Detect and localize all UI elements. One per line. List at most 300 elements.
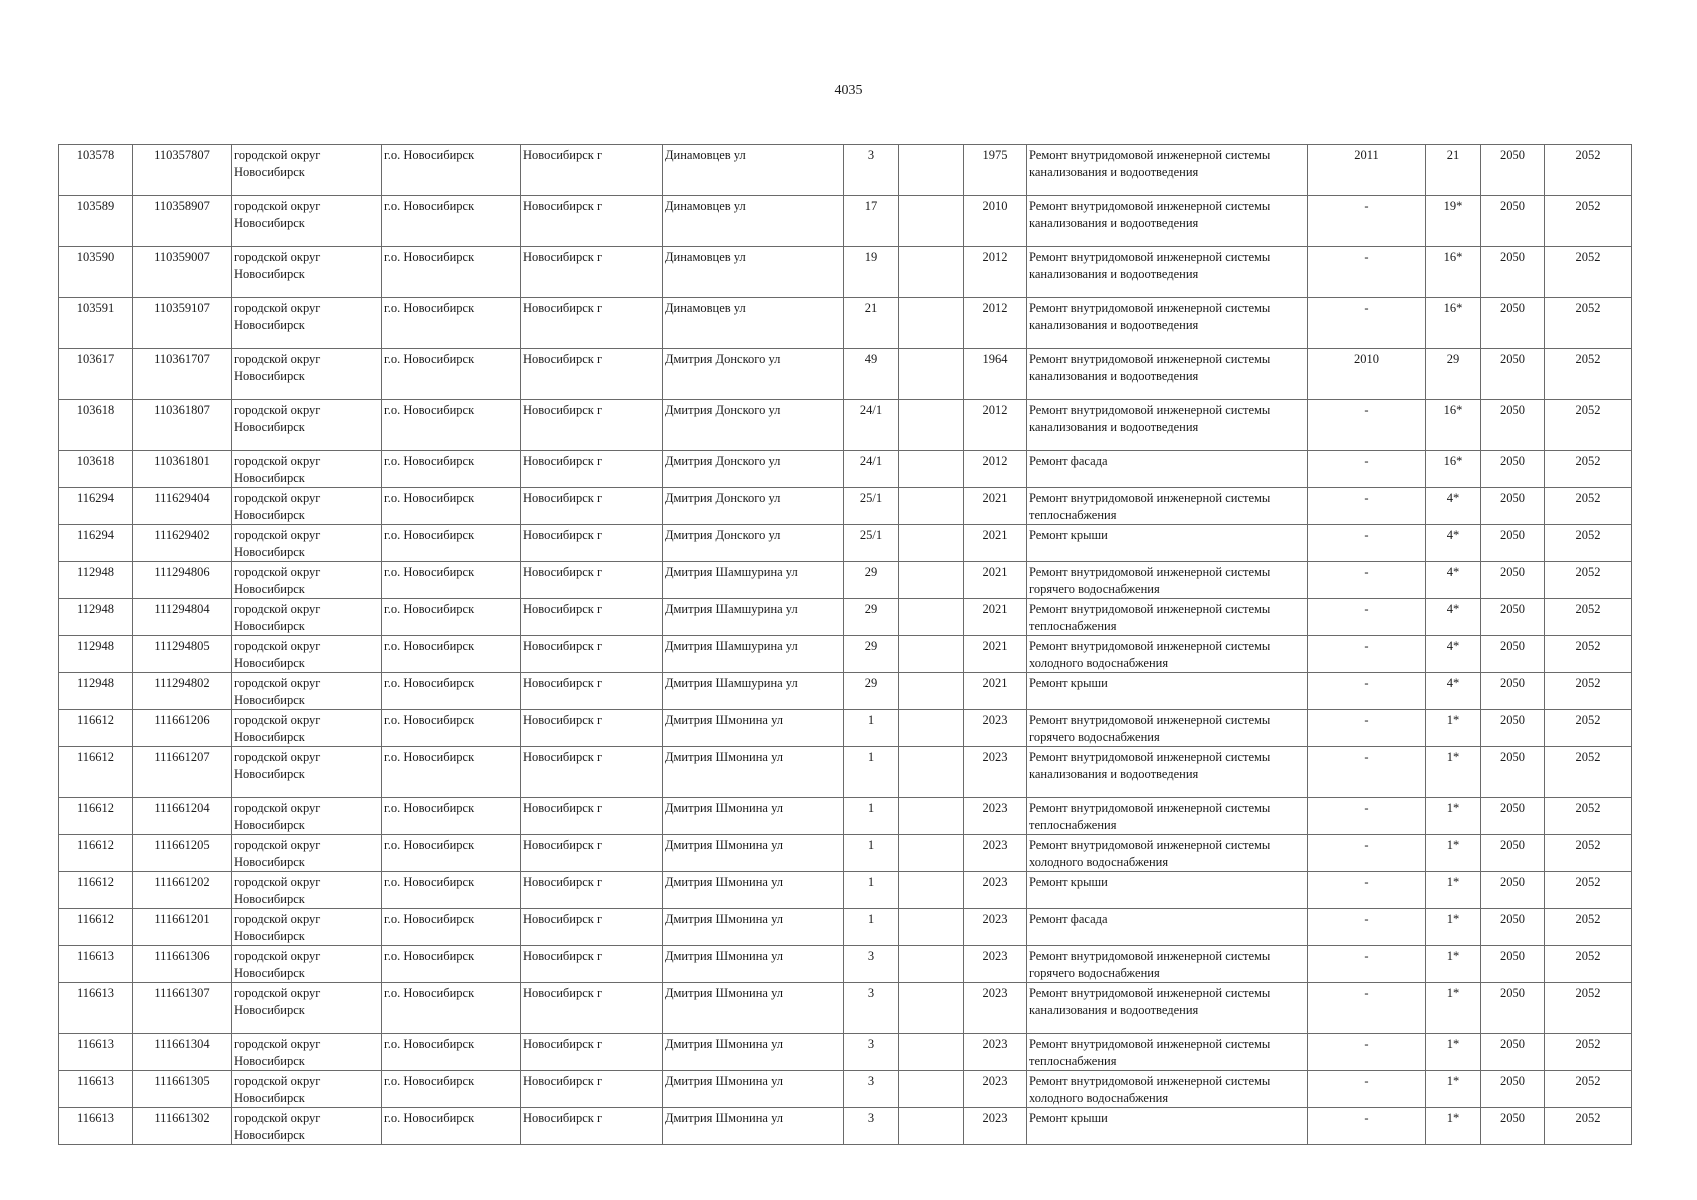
cell-municipality: городской округ Новосибирск xyxy=(232,451,382,488)
cell-house-id: 116613 xyxy=(59,1108,133,1145)
cell-period-start: 2050 xyxy=(1481,798,1545,835)
table-row xyxy=(59,835,1632,872)
cell-last-repair-year: - xyxy=(1308,488,1426,525)
cell-municipality: городской округ Новосибирск xyxy=(232,673,382,710)
cell-municipality: городской округ Новосибирск xyxy=(232,599,382,636)
cell-object-code: 111661306 xyxy=(133,946,232,983)
cell-period-end: 2052 xyxy=(1545,488,1632,525)
cell-house-number: 25/1 xyxy=(844,525,899,562)
cell-building xyxy=(899,562,964,599)
cell-house-id: 116612 xyxy=(59,835,133,872)
cell-locality: Новосибирск г xyxy=(521,451,663,488)
cell-last-repair-year: - xyxy=(1308,835,1426,872)
cell-period-start: 2050 xyxy=(1481,247,1545,298)
cell-district: г.о. Новосибирск xyxy=(382,983,521,1034)
cell-house-number: 1 xyxy=(844,909,899,946)
cell-period-end: 2052 xyxy=(1545,298,1632,349)
cell-service-years: 4* xyxy=(1426,673,1481,710)
cell-build-year: 2023 xyxy=(964,798,1027,835)
table-row xyxy=(59,1108,1632,1145)
cell-period-start: 2050 xyxy=(1481,488,1545,525)
cell-build-year: 2023 xyxy=(964,1108,1027,1145)
cell-building xyxy=(899,1108,964,1145)
cell-street: Дмитрия Шмонина ул xyxy=(663,946,844,983)
cell-locality: Новосибирск г xyxy=(521,145,663,196)
cell-locality: Новосибирск г xyxy=(521,400,663,451)
cell-house-number: 25/1 xyxy=(844,488,899,525)
cell-build-year: 2023 xyxy=(964,1071,1027,1108)
cell-locality: Новосибирск г xyxy=(521,349,663,400)
cell-street: Динамовцев ул xyxy=(663,145,844,196)
cell-house-number: 3 xyxy=(844,145,899,196)
cell-building xyxy=(899,451,964,488)
cell-period-end: 2052 xyxy=(1545,196,1632,247)
cell-house-number: 49 xyxy=(844,349,899,400)
cell-house-number: 29 xyxy=(844,673,899,710)
cell-locality: Новосибирск г xyxy=(521,562,663,599)
cell-work-type: Ремонт крыши xyxy=(1027,1108,1308,1145)
cell-build-year: 2012 xyxy=(964,247,1027,298)
cell-period-end: 2052 xyxy=(1545,909,1632,946)
cell-locality: Новосибирск г xyxy=(521,710,663,747)
cell-street: Дмитрия Шмонина ул xyxy=(663,983,844,1034)
cell-house-id: 112948 xyxy=(59,562,133,599)
page-number: 4035 xyxy=(834,83,863,98)
cell-build-year: 2023 xyxy=(964,1034,1027,1071)
cell-building xyxy=(899,349,964,400)
cell-street: Дмитрия Шмонина ул xyxy=(663,835,844,872)
cell-period-start: 2050 xyxy=(1481,1034,1545,1071)
cell-municipality: городской округ Новосибирск xyxy=(232,710,382,747)
cell-house-id: 116612 xyxy=(59,747,133,798)
cell-building xyxy=(899,298,964,349)
cell-house-number: 19 xyxy=(844,247,899,298)
cell-house-id: 116613 xyxy=(59,1034,133,1071)
cell-locality: Новосибирск г xyxy=(521,909,663,946)
cell-house-number: 3 xyxy=(844,1071,899,1108)
cell-period-start: 2050 xyxy=(1481,525,1545,562)
cell-locality: Новосибирск г xyxy=(521,1034,663,1071)
cell-district: г.о. Новосибирск xyxy=(382,946,521,983)
table-row xyxy=(59,872,1632,909)
cell-house-id: 116612 xyxy=(59,872,133,909)
cell-building xyxy=(899,747,964,798)
table-row xyxy=(59,349,1632,400)
cell-build-year: 2023 xyxy=(964,710,1027,747)
cell-district: г.о. Новосибирск xyxy=(382,298,521,349)
cell-service-years: 19* xyxy=(1426,196,1481,247)
cell-object-code: 110358907 xyxy=(133,196,232,247)
cell-period-end: 2052 xyxy=(1545,946,1632,983)
cell-period-end: 2052 xyxy=(1545,673,1632,710)
cell-period-start: 2050 xyxy=(1481,400,1545,451)
cell-house-id: 116294 xyxy=(59,525,133,562)
cell-period-end: 2052 xyxy=(1545,599,1632,636)
cell-building xyxy=(899,909,964,946)
cell-municipality: городской округ Новосибирск xyxy=(232,349,382,400)
cell-period-start: 2050 xyxy=(1481,909,1545,946)
cell-street: Дмитрия Шамшурина ул xyxy=(663,636,844,673)
cell-last-repair-year: - xyxy=(1308,562,1426,599)
cell-period-start: 2050 xyxy=(1481,298,1545,349)
cell-district: г.о. Новосибирск xyxy=(382,599,521,636)
table-row xyxy=(59,298,1632,349)
cell-district: г.о. Новосибирск xyxy=(382,562,521,599)
cell-house-number: 1 xyxy=(844,835,899,872)
cell-house-id: 112948 xyxy=(59,636,133,673)
cell-house-number: 21 xyxy=(844,298,899,349)
cell-last-repair-year: - xyxy=(1308,1034,1426,1071)
cell-last-repair-year: - xyxy=(1308,525,1426,562)
cell-period-end: 2052 xyxy=(1545,525,1632,562)
cell-work-type: Ремонт внутридомовой инженерной системы канализования и водоотведения xyxy=(1027,247,1308,298)
cell-build-year: 2012 xyxy=(964,298,1027,349)
cell-house-number: 1 xyxy=(844,798,899,835)
cell-period-end: 2052 xyxy=(1545,400,1632,451)
cell-service-years: 4* xyxy=(1426,525,1481,562)
table-row xyxy=(59,909,1632,946)
cell-object-code: 111661304 xyxy=(133,1034,232,1071)
cell-last-repair-year: - xyxy=(1308,710,1426,747)
cell-street: Дмитрия Шмонина ул xyxy=(663,1034,844,1071)
cell-work-type: Ремонт внутридомовой инженерной системы горячего водоснабжения xyxy=(1027,710,1308,747)
cell-last-repair-year: - xyxy=(1308,872,1426,909)
cell-object-code: 110359107 xyxy=(133,298,232,349)
cell-street: Дмитрия Шмонина ул xyxy=(663,710,844,747)
cell-street: Дмитрия Шмонина ул xyxy=(663,798,844,835)
cell-service-years: 16* xyxy=(1426,400,1481,451)
cell-house-number: 3 xyxy=(844,946,899,983)
cell-object-code: 111661204 xyxy=(133,798,232,835)
table-row xyxy=(59,599,1632,636)
cell-street: Динамовцев ул xyxy=(663,247,844,298)
cell-building xyxy=(899,946,964,983)
cell-service-years: 1* xyxy=(1426,1071,1481,1108)
cell-period-end: 2052 xyxy=(1545,247,1632,298)
cell-locality: Новосибирск г xyxy=(521,247,663,298)
table-row xyxy=(59,983,1632,1034)
cell-service-years: 1* xyxy=(1426,710,1481,747)
cell-period-start: 2050 xyxy=(1481,451,1545,488)
table-row xyxy=(59,1034,1632,1071)
cell-district: г.о. Новосибирск xyxy=(382,835,521,872)
cell-service-years: 1* xyxy=(1426,1034,1481,1071)
cell-last-repair-year: - xyxy=(1308,983,1426,1034)
cell-municipality: городской округ Новосибирск xyxy=(232,298,382,349)
cell-last-repair-year: - xyxy=(1308,1071,1426,1108)
cell-street: Дмитрия Донского ул xyxy=(663,400,844,451)
cell-work-type: Ремонт внутридомовой инженерной системы канализования и водоотведения xyxy=(1027,983,1308,1034)
cell-district: г.о. Новосибирск xyxy=(382,673,521,710)
cell-work-type: Ремонт внутридомовой инженерной системы теплоснабжения xyxy=(1027,599,1308,636)
cell-period-start: 2050 xyxy=(1481,946,1545,983)
cell-period-start: 2050 xyxy=(1481,349,1545,400)
cell-build-year: 2023 xyxy=(964,835,1027,872)
cell-build-year: 2023 xyxy=(964,747,1027,798)
cell-service-years: 1* xyxy=(1426,946,1481,983)
cell-service-years: 4* xyxy=(1426,599,1481,636)
cell-work-type: Ремонт внутридомовой инженерной системы горячего водоснабжения xyxy=(1027,946,1308,983)
cell-locality: Новосибирск г xyxy=(521,488,663,525)
cell-locality: Новосибирск г xyxy=(521,872,663,909)
cell-period-start: 2050 xyxy=(1481,872,1545,909)
cell-build-year: 2021 xyxy=(964,488,1027,525)
cell-service-years: 1* xyxy=(1426,983,1481,1034)
cell-service-years: 1* xyxy=(1426,835,1481,872)
cell-house-number: 29 xyxy=(844,636,899,673)
cell-building xyxy=(899,983,964,1034)
cell-municipality: городской округ Новосибирск xyxy=(232,983,382,1034)
cell-work-type: Ремонт фасада xyxy=(1027,909,1308,946)
cell-street: Дмитрия Шмонина ул xyxy=(663,872,844,909)
cell-period-start: 2050 xyxy=(1481,835,1545,872)
cell-build-year: 2023 xyxy=(964,983,1027,1034)
cell-last-repair-year: - xyxy=(1308,946,1426,983)
cell-work-type: Ремонт внутридомовой инженерной системы канализования и водоотведения xyxy=(1027,145,1308,196)
cell-build-year: 2012 xyxy=(964,451,1027,488)
table-row xyxy=(59,451,1632,488)
cell-street: Дмитрия Шамшурина ул xyxy=(663,562,844,599)
cell-service-years: 4* xyxy=(1426,488,1481,525)
cell-work-type: Ремонт внутридомовой инженерной системы горячего водоснабжения xyxy=(1027,562,1308,599)
cell-work-type: Ремонт внутридомовой инженерной системы теплоснабжения xyxy=(1027,1034,1308,1071)
cell-service-years: 1* xyxy=(1426,747,1481,798)
cell-period-end: 2052 xyxy=(1545,1071,1632,1108)
cell-work-type: Ремонт внутридомовой инженерной системы холодного водоснабжения xyxy=(1027,835,1308,872)
table-row xyxy=(59,673,1632,710)
cell-locality: Новосибирск г xyxy=(521,196,663,247)
table-body xyxy=(59,145,1632,1145)
cell-object-code: 110361707 xyxy=(133,349,232,400)
cell-period-start: 2050 xyxy=(1481,710,1545,747)
cell-building xyxy=(899,145,964,196)
cell-service-years: 21 xyxy=(1426,145,1481,196)
cell-municipality: городской округ Новосибирск xyxy=(232,196,382,247)
cell-district: г.о. Новосибирск xyxy=(382,710,521,747)
cell-period-start: 2050 xyxy=(1481,983,1545,1034)
cell-house-number: 24/1 xyxy=(844,400,899,451)
cell-house-number: 29 xyxy=(844,562,899,599)
cell-house-id: 116294 xyxy=(59,488,133,525)
cell-period-start: 2050 xyxy=(1481,1108,1545,1145)
cell-house-id: 103589 xyxy=(59,196,133,247)
cell-municipality: городской округ Новосибирск xyxy=(232,1108,382,1145)
cell-build-year: 2010 xyxy=(964,196,1027,247)
cell-period-end: 2052 xyxy=(1545,872,1632,909)
cell-district: г.о. Новосибирск xyxy=(382,798,521,835)
table-row xyxy=(59,145,1632,196)
cell-period-end: 2052 xyxy=(1545,145,1632,196)
cell-last-repair-year: - xyxy=(1308,196,1426,247)
cell-municipality: городской округ Новосибирск xyxy=(232,247,382,298)
cell-work-type: Ремонт внутридомовой инженерной системы канализования и водоотведения xyxy=(1027,298,1308,349)
cell-period-start: 2050 xyxy=(1481,673,1545,710)
cell-last-repair-year: 2010 xyxy=(1308,349,1426,400)
cell-locality: Новосибирск г xyxy=(521,1108,663,1145)
cell-period-start: 2050 xyxy=(1481,747,1545,798)
cell-last-repair-year: - xyxy=(1308,451,1426,488)
cell-house-number: 3 xyxy=(844,1034,899,1071)
cell-district: г.о. Новосибирск xyxy=(382,1034,521,1071)
cell-house-id: 103578 xyxy=(59,145,133,196)
cell-house-id: 112948 xyxy=(59,673,133,710)
cell-house-id: 116613 xyxy=(59,983,133,1034)
cell-object-code: 111661302 xyxy=(133,1108,232,1145)
cell-district: г.о. Новосибирск xyxy=(382,1071,521,1108)
cell-street: Дмитрия Шмонина ул xyxy=(663,909,844,946)
cell-street: Дмитрия Шамшурина ул xyxy=(663,673,844,710)
cell-district: г.о. Новосибирск xyxy=(382,488,521,525)
cell-building xyxy=(899,636,964,673)
cell-municipality: городской округ Новосибирск xyxy=(232,909,382,946)
cell-service-years: 16* xyxy=(1426,451,1481,488)
cell-house-id: 116612 xyxy=(59,909,133,946)
cell-house-number: 1 xyxy=(844,710,899,747)
cell-service-years: 1* xyxy=(1426,872,1481,909)
cell-period-end: 2052 xyxy=(1545,451,1632,488)
table-row xyxy=(59,1071,1632,1108)
cell-street: Дмитрия Донского ул xyxy=(663,488,844,525)
cell-house-id: 103618 xyxy=(59,400,133,451)
cell-last-repair-year: - xyxy=(1308,599,1426,636)
cell-last-repair-year: - xyxy=(1308,673,1426,710)
table-row xyxy=(59,562,1632,599)
cell-street: Дмитрия Шмонина ул xyxy=(663,747,844,798)
cell-house-id: 116612 xyxy=(59,798,133,835)
cell-object-code: 111661207 xyxy=(133,747,232,798)
cell-object-code: 111661202 xyxy=(133,872,232,909)
cell-district: г.о. Новосибирск xyxy=(382,145,521,196)
cell-last-repair-year: - xyxy=(1308,798,1426,835)
cell-district: г.о. Новосибирск xyxy=(382,525,521,562)
cell-house-number: 3 xyxy=(844,1108,899,1145)
cell-locality: Новосибирск г xyxy=(521,636,663,673)
cell-building xyxy=(899,872,964,909)
cell-locality: Новосибирск г xyxy=(521,525,663,562)
cell-period-end: 2052 xyxy=(1545,798,1632,835)
cell-build-year: 2023 xyxy=(964,909,1027,946)
cell-locality: Новосибирск г xyxy=(521,798,663,835)
table-row xyxy=(59,636,1632,673)
table-row xyxy=(59,488,1632,525)
cell-last-repair-year: - xyxy=(1308,247,1426,298)
cell-build-year: 2023 xyxy=(964,872,1027,909)
cell-house-id: 112948 xyxy=(59,599,133,636)
cell-work-type: Ремонт внутридомовой инженерной системы холодного водоснабжения xyxy=(1027,1071,1308,1108)
cell-period-end: 2052 xyxy=(1545,349,1632,400)
cell-municipality: городской округ Новосибирск xyxy=(232,946,382,983)
cell-house-number: 17 xyxy=(844,196,899,247)
cell-period-end: 2052 xyxy=(1545,710,1632,747)
cell-house-id: 103591 xyxy=(59,298,133,349)
cell-last-repair-year: - xyxy=(1308,400,1426,451)
cell-last-repair-year: - xyxy=(1308,747,1426,798)
cell-work-type: Ремонт внутридомовой инженерной системы холодного водоснабжения xyxy=(1027,636,1308,673)
cell-work-type: Ремонт внутридомовой инженерной системы теплоснабжения xyxy=(1027,798,1308,835)
cell-build-year: 2023 xyxy=(964,946,1027,983)
cell-street: Дмитрия Шамшурина ул xyxy=(663,599,844,636)
cell-house-number: 29 xyxy=(844,599,899,636)
cell-service-years: 4* xyxy=(1426,562,1481,599)
cell-object-code: 111294804 xyxy=(133,599,232,636)
cell-district: г.о. Новосибирск xyxy=(382,247,521,298)
cell-locality: Новосибирск г xyxy=(521,1071,663,1108)
table-row xyxy=(59,798,1632,835)
cell-district: г.о. Новосибирск xyxy=(382,196,521,247)
cell-street: Дмитрия Шмонина ул xyxy=(663,1108,844,1145)
cell-work-type: Ремонт фасада xyxy=(1027,451,1308,488)
cell-municipality: городской округ Новосибирск xyxy=(232,835,382,872)
cell-street: Дмитрия Шмонина ул xyxy=(663,1071,844,1108)
cell-district: г.о. Новосибирск xyxy=(382,400,521,451)
cell-object-code: 111661201 xyxy=(133,909,232,946)
cell-district: г.о. Новосибирск xyxy=(382,349,521,400)
table-row xyxy=(59,525,1632,562)
cell-period-end: 2052 xyxy=(1545,1034,1632,1071)
cell-building xyxy=(899,525,964,562)
cell-service-years: 1* xyxy=(1426,1108,1481,1145)
cell-object-code: 111661307 xyxy=(133,983,232,1034)
cell-work-type: Ремонт внутридомовой инженерной системы теплоснабжения xyxy=(1027,488,1308,525)
cell-object-code: 111661205 xyxy=(133,835,232,872)
cell-building xyxy=(899,400,964,451)
cell-period-start: 2050 xyxy=(1481,599,1545,636)
table-row xyxy=(59,196,1632,247)
cell-object-code: 110361801 xyxy=(133,451,232,488)
cell-municipality: городской округ Новосибирск xyxy=(232,525,382,562)
cell-building xyxy=(899,1034,964,1071)
cell-last-repair-year: - xyxy=(1308,298,1426,349)
cell-municipality: городской округ Новосибирск xyxy=(232,636,382,673)
cell-last-repair-year: - xyxy=(1308,909,1426,946)
cell-object-code: 111629402 xyxy=(133,525,232,562)
cell-house-id: 116613 xyxy=(59,1071,133,1108)
cell-municipality: городской округ Новосибирск xyxy=(232,798,382,835)
cell-building xyxy=(899,1071,964,1108)
table-row xyxy=(59,747,1632,798)
cell-build-year: 1975 xyxy=(964,145,1027,196)
cell-street: Динамовцев ул xyxy=(663,298,844,349)
cell-house-id: 103618 xyxy=(59,451,133,488)
cell-building xyxy=(899,673,964,710)
cell-build-year: 2021 xyxy=(964,599,1027,636)
cell-object-code: 110359007 xyxy=(133,247,232,298)
cell-work-type: Ремонт крыши xyxy=(1027,525,1308,562)
cell-street: Дмитрия Донского ул xyxy=(663,349,844,400)
cell-period-end: 2052 xyxy=(1545,636,1632,673)
cell-municipality: городской округ Новосибирск xyxy=(232,488,382,525)
cell-house-id: 116612 xyxy=(59,710,133,747)
cell-work-type: Ремонт внутридомовой инженерной системы канализования и водоотведения xyxy=(1027,400,1308,451)
cell-municipality: городской округ Новосибирск xyxy=(232,872,382,909)
cell-build-year: 2021 xyxy=(964,562,1027,599)
cell-work-type: Ремонт внутридомовой инженерной системы канализования и водоотведения xyxy=(1027,196,1308,247)
cell-build-year: 2021 xyxy=(964,525,1027,562)
cell-district: г.о. Новосибирск xyxy=(382,451,521,488)
cell-locality: Новосибирск г xyxy=(521,946,663,983)
cell-last-repair-year: - xyxy=(1308,1108,1426,1145)
cell-work-type: Ремонт крыши xyxy=(1027,872,1308,909)
table-row xyxy=(59,946,1632,983)
cell-street: Дмитрия Донского ул xyxy=(663,451,844,488)
cell-service-years: 16* xyxy=(1426,298,1481,349)
registry-table xyxy=(58,144,1632,1145)
cell-period-end: 2052 xyxy=(1545,983,1632,1034)
cell-building xyxy=(899,196,964,247)
cell-district: г.о. Новосибирск xyxy=(382,1108,521,1145)
cell-object-code: 111629404 xyxy=(133,488,232,525)
cell-house-number: 24/1 xyxy=(844,451,899,488)
